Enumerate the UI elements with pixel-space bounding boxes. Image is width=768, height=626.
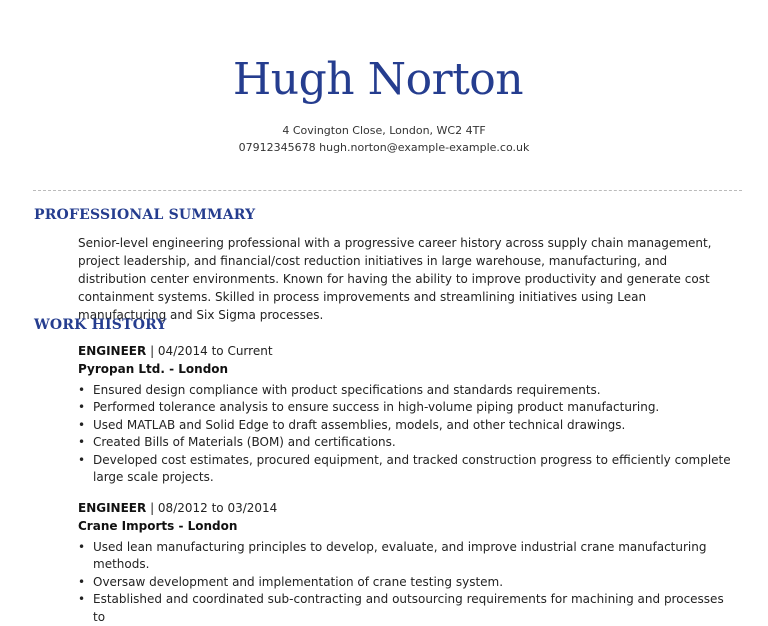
job-title: ENGINEER — [78, 344, 147, 358]
list-item: • Oversaw development and implementation of crane testing system. — [78, 574, 738, 591]
job-bullets — [78, 382, 738, 486]
list-item: • Created Bills of Materials (BOM) and certifications. — [78, 434, 738, 451]
section-title-work-history: WORK HISTORY — [34, 317, 167, 333]
contact-address — [0, 123, 768, 139]
section-title-summary: PROFESSIONAL SUMMARY — [34, 207, 256, 223]
list-item: • Developed cost estimates, procured equipment, and tracked construction progress to efficiently complete large scale projects. — [78, 452, 738, 487]
job-dates: 04/2014 to Current — [157, 344, 273, 358]
job-company: Crane Imports - London — [78, 519, 238, 533]
list-item: • Used lean manufacturing principles to develop, evaluate, and improve industrial crane manufacturing methods. — [78, 539, 738, 574]
separator: | — [150, 501, 158, 515]
email-text: hugh.norton@example-example.co.uk — [319, 141, 530, 154]
job-dates: 08/2012 to 03/2014 — [157, 501, 278, 515]
summary-text: Senior-level engineering professional with a progressive career history across supply chain management, project leadership, and financial/cost reduction initiatives in large warehouse, manufacturing, and distribution center environments. Known for having the ability to improve productivity and generate cost containment systems. Skilled in process improvements and streamlining initiatives using Lean manufacturing and Six Sigma processes. — [78, 236, 712, 322]
contact-phone-email — [0, 140, 768, 156]
job-header — [78, 499, 277, 517]
header-divider — [33, 190, 742, 191]
job-title: ENGINEER — [78, 501, 147, 515]
list-item: • Performed tolerance analysis to ensure success in high-volume piping product manufacturing. — [78, 399, 738, 416]
job-company: Pyropan Ltd. - London — [78, 362, 229, 376]
list-item: • Ensured design compliance with product specifications and standards requirements. — [78, 382, 738, 399]
job-bullets — [78, 539, 738, 626]
list-item: • Used MATLAB and Solid Edge to draft assemblies, models, and other technical drawings. — [78, 417, 738, 434]
separator: | — [150, 344, 158, 358]
list-item: • Established and coordinated sub-contracting and outsourcing requirements for machining and processes to — [78, 591, 738, 626]
phone-text: 07912345678 — [238, 141, 316, 154]
candidate-name: Hugh Norton — [232, 54, 524, 105]
job-header — [78, 342, 273, 360]
address-text: 4 Covington Close, London, WC2 4TF — [282, 124, 486, 137]
